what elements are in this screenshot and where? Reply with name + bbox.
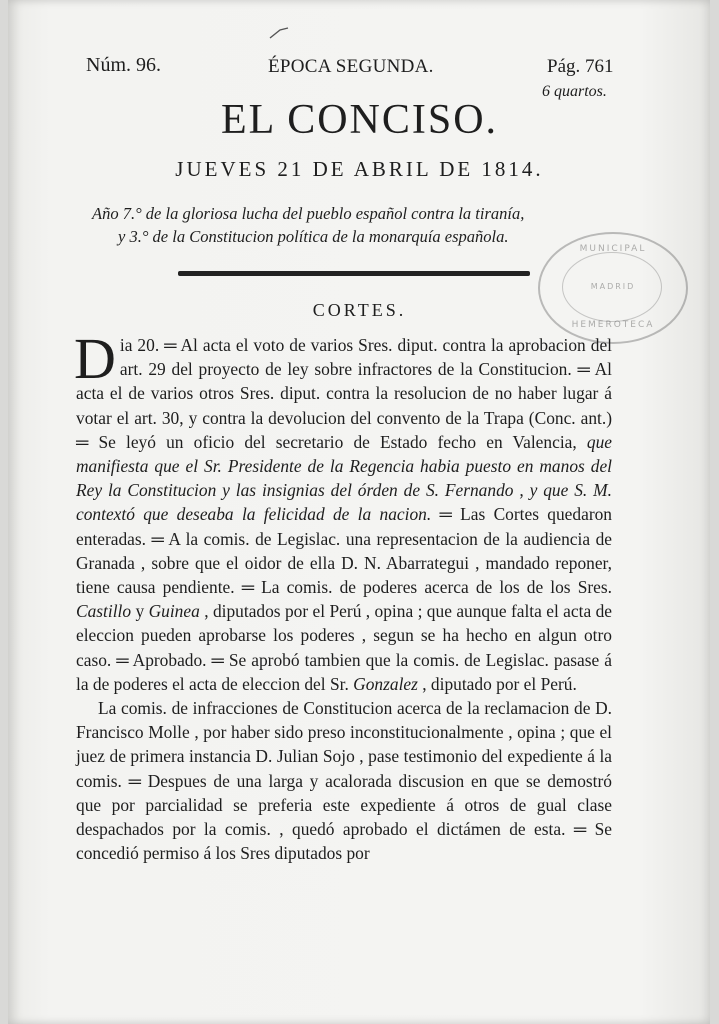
drop-cap: D [74, 326, 116, 391]
section-heading: CORTES. [312, 300, 407, 320]
paragraph-1-text-c: ═ Las Cortes quedaron enteradas. ═ A la comis. de Legislac. una representacion de la audiencia de Granada , sobre que el oidor de ella D. N. Abarrategui , mandado reponer, tiene causa pendiente. ═ La comis. de poderes acerca de los de los Sres. [76, 504, 612, 598]
price-label: 6 quartos. [542, 83, 607, 100]
paragraph-1-quote: que manifiesta que el Sr. Presidente de la Regencia habia puesto en manos del Rey la Constitucion y las insignias del órden de S. Fernando , y que S. M. contextó que deseaba la felicidad de la nacion. [76, 431, 612, 525]
issue-number: Núm. 96. [86, 54, 161, 76]
deputy-name-gonzalez: Gonzalez [353, 673, 418, 694]
issue-date: JUEVES 21 DE ABRIL DE 1814. [175, 157, 544, 181]
pen-mark [268, 26, 290, 40]
paragraph-1 [74, 326, 612, 696]
newspaper-title: EL CONCISO. [220, 97, 499, 143]
stamp-text-bottom: HEMEROTECA [571, 320, 655, 330]
paragraph-1-text-e: y [131, 601, 149, 622]
epoch-label: ÉPOCA SEGUNDA. [268, 56, 434, 77]
deputy-name-castillo: Castillo [76, 601, 132, 622]
article-body [74, 326, 612, 865]
stamp-text-side: MADRID [590, 282, 636, 291]
title-rule [178, 271, 530, 276]
deputy-name-guinea: Guinea [148, 601, 200, 622]
motto-line-1: Año 7.° de la gloriosa lucha del pueblo español contra la tiranía, [92, 204, 525, 223]
paragraph-1-text-i: , diputado por el Perú. [417, 673, 577, 694]
paragraph-1-text-a: ia 20. ═ Al acta el voto de varios Sres. diput. contra la aprobacion del art. 29 del proyecto de ley sobre infractores de la Constitucion. ═ Al acta el de varios otros Sres. diput. contra la resolucion de no haber lugar á votar el art. 30, y contra la devolucion del convento de la Trapa (Conc. ant.) ═ Se leyó un oficio del secretario de Estado fecho en Valencia, [76, 335, 612, 452]
motto-line-2: y 3.° de la Constitucion política de la monarquía española. [118, 227, 509, 246]
page-number: Pág. 761 [547, 56, 614, 77]
paragraph-1-text-g: , diputados por el Perú , opina ; que aunque falta el acta de eleccion pueden aprobarse los poderes , segun se ha hecho en algun otro caso. ═ Aprobado. ═ Se aprobó tambien que la comis. de Legislac. pasase á la de poderes el acta de eleccion del Sr. [76, 601, 612, 694]
paragraph-2: La comis. de infracciones de Constitucion acerca de la reclamacion de D. Francisco Molle , por haber sido preso inconstitucionalmente , opina ; que el juez de primera instancia D. Julian Sojo , pase testimonio del expediente á la comis. ═ Despues de una larga y acalorada discusion en que se demostró que por parcialidad se preferia este expediente á otros de gual clase despachados por la comis. , quedó aprobado el dictámen de esta. ═ Se concedió permiso á los Sres diputados por [76, 698, 612, 864]
stamp-text-top: MUNICIPAL [579, 244, 647, 254]
library-stamp [538, 232, 688, 344]
